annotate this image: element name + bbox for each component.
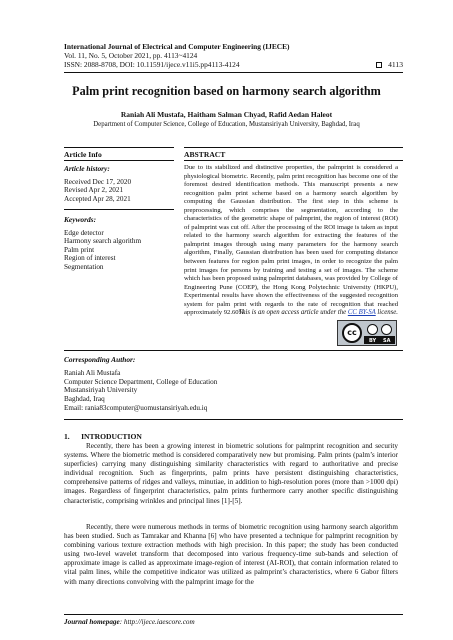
history-accepted: Accepted Apr 28, 2021	[64, 194, 131, 203]
article-info-heading: Article Info	[64, 150, 102, 159]
corresponding-univ: Mustansiriyah University	[64, 386, 138, 395]
issn-line: ISSN: 2088-8708, DOI: 10.11591/ijece.v11i5.pp4113-4124	[64, 60, 240, 70]
checkbox-square-icon	[376, 62, 382, 68]
affiliation: Department of Computer Science, College of Education, Mustansiriyah University, Baghdad, Iraq	[93, 121, 360, 128]
corresponding-top-rule	[64, 350, 403, 351]
person-icon	[367, 324, 378, 335]
journal-header	[64, 42, 404, 70]
corresponding-city: Baghdad, Iraq	[64, 395, 105, 404]
footer-url[interactable]: : http://ijece.iaescore.com	[119, 618, 195, 626]
authors: Raniah Ali Mustafa, Haitham Salman Chyad, Rafid Aedan Haleot	[120, 110, 333, 119]
abstract-text: Due to its stabilized and distinctive properties, the palmprint is considered a physiological biometric. Recently, palm print recognition has become one of the foremost desired identification methods. This manuscript presents a new recognition palm print scheme based on a harmony search algorithm by computing the Gaussian distribution. The first step in this scheme is preprocessing, which comprises the segmentation, according to the characteristics of the geometric shape of palmprint, the region of interest (ROI) of palmprint was cut off. After the processing of the ROI image is taken as input related to the harmony search algorithm for extracting the features of the palmprint images through using many parameters for the harmony search algorithm, Finally, Gaussian distribution has been used for computing distance between features for region palm print images, in order to recognize the palm print images for persons by training and testing a set of images. The scheme which has been proposed using palmprint databases, was provided by College of Engineering Pune (COEP), the Hong Kong Polytechnic University (HKPU), Experimental results have shown the effectiveness of the suggested recognition system for palm print with regards to the rate of recognition that reached approximately 92.60%.	[184, 164, 398, 317]
corresponding-bottom-rule	[64, 419, 403, 420]
history-received: Received Dec 17, 2020	[64, 177, 132, 186]
share-alike-icon	[381, 324, 392, 335]
keywords-block	[64, 216, 174, 272]
keyword: Harmony search algorithm	[64, 237, 142, 246]
license-suffix: license.	[375, 309, 398, 316]
abstract-bottom-rule	[184, 160, 403, 161]
article-info-top-rule	[64, 147, 174, 148]
corresponding-name: Raniah Ali Mustafa	[64, 369, 121, 377]
cc-sa-label: SA	[383, 338, 391, 344]
corresponding-email: Email: rania83computer@uomustansiriyah.edu.iq	[64, 403, 208, 412]
license-prefix: This is an open access article under the	[238, 309, 348, 316]
history-revised: Revised Apr 2, 2021	[64, 186, 124, 195]
intro-paragraph-1: Recently, there has been a growing interest in biometric solutions for palmprint recognition and security systems. Where the biometric method is considered comparatively new but promising. Palm prints (palm’s interior superficies) carrying many distinguishing similarity characteristics with regard to authoritative and precise individual recognition. Such as fingerprints, palm prints have persistent distinguishing characteristics, comprehensive patterns of ridges and valleys, minutiae, in addition to high-resolution pores (more than >1000 dpi) images. Regardless of fingerprint characteristics, palm prints furthermore carry another specific distinguishing characteristic, comprising wrinkles and principal lines [1]-[5].	[64, 442, 398, 505]
header-divider	[64, 72, 403, 73]
cc-logo-icon: cc	[342, 323, 362, 343]
article-history	[64, 165, 174, 203]
section-heading-introduction: 1. INTRODUCTION	[64, 432, 142, 441]
footer-rule	[64, 614, 403, 615]
page-number: 4113	[388, 60, 403, 69]
article-info-bottom-rule	[64, 160, 174, 161]
license-link[interactable]: CC BY-SA	[347, 309, 376, 316]
cc-by-label: BY	[369, 338, 377, 344]
license-line	[184, 309, 398, 316]
intro-paragraph-2: Recently, there were numerous methods in terms of biometric recognition using harmony search algorithm has been studied. Such as Tamrakar and Khanna [6] who have presented a technique for palmprint recognition by combining various texture extraction methods with high precision. In this paper; the study has been conducted using two-level wavelet transform that decomposed into various frequency-time sub-bands and selection of approximate image is called as approximate image-region of interest (AI-ROI), that contain information related to vital palm lines, while the competitive indicator was utilized as palmprint’s characteristics, where 6 Gabor filters with many directions convolving with the palmprint image for the	[64, 523, 398, 586]
keyword: Palm print	[64, 245, 95, 254]
corresponding-details	[64, 369, 314, 413]
keyword: Edge detector	[64, 228, 104, 237]
abstract-top-rule	[184, 147, 403, 148]
page-number-block	[376, 60, 403, 69]
paper-title: Palm print recognition based on harmony search algorithm	[72, 84, 381, 98]
footer-label: Journal homepage	[64, 618, 120, 626]
keyword: Region of interest	[64, 254, 116, 263]
abstract-heading: ABSTRACT	[184, 150, 226, 159]
keywords-top-rule	[64, 209, 174, 210]
corresponding-dept: Computer Science Department, College of Education	[64, 377, 218, 386]
keywords-heading: Keywords:	[64, 215, 97, 224]
journal-homepage	[64, 618, 195, 626]
corresponding-heading: Corresponding Author:	[64, 355, 136, 364]
cc-by-sa-logo[interactable]	[337, 320, 397, 346]
history-heading: Article history:	[64, 164, 110, 173]
journal-title: International Journal of Electrical and Computer Engineering (IJECE)	[64, 42, 290, 51]
keyword: Segmentation	[64, 262, 104, 271]
volume-line: Vol. 11, No. 5, October 2021, pp. 4113~4124	[64, 51, 198, 61]
